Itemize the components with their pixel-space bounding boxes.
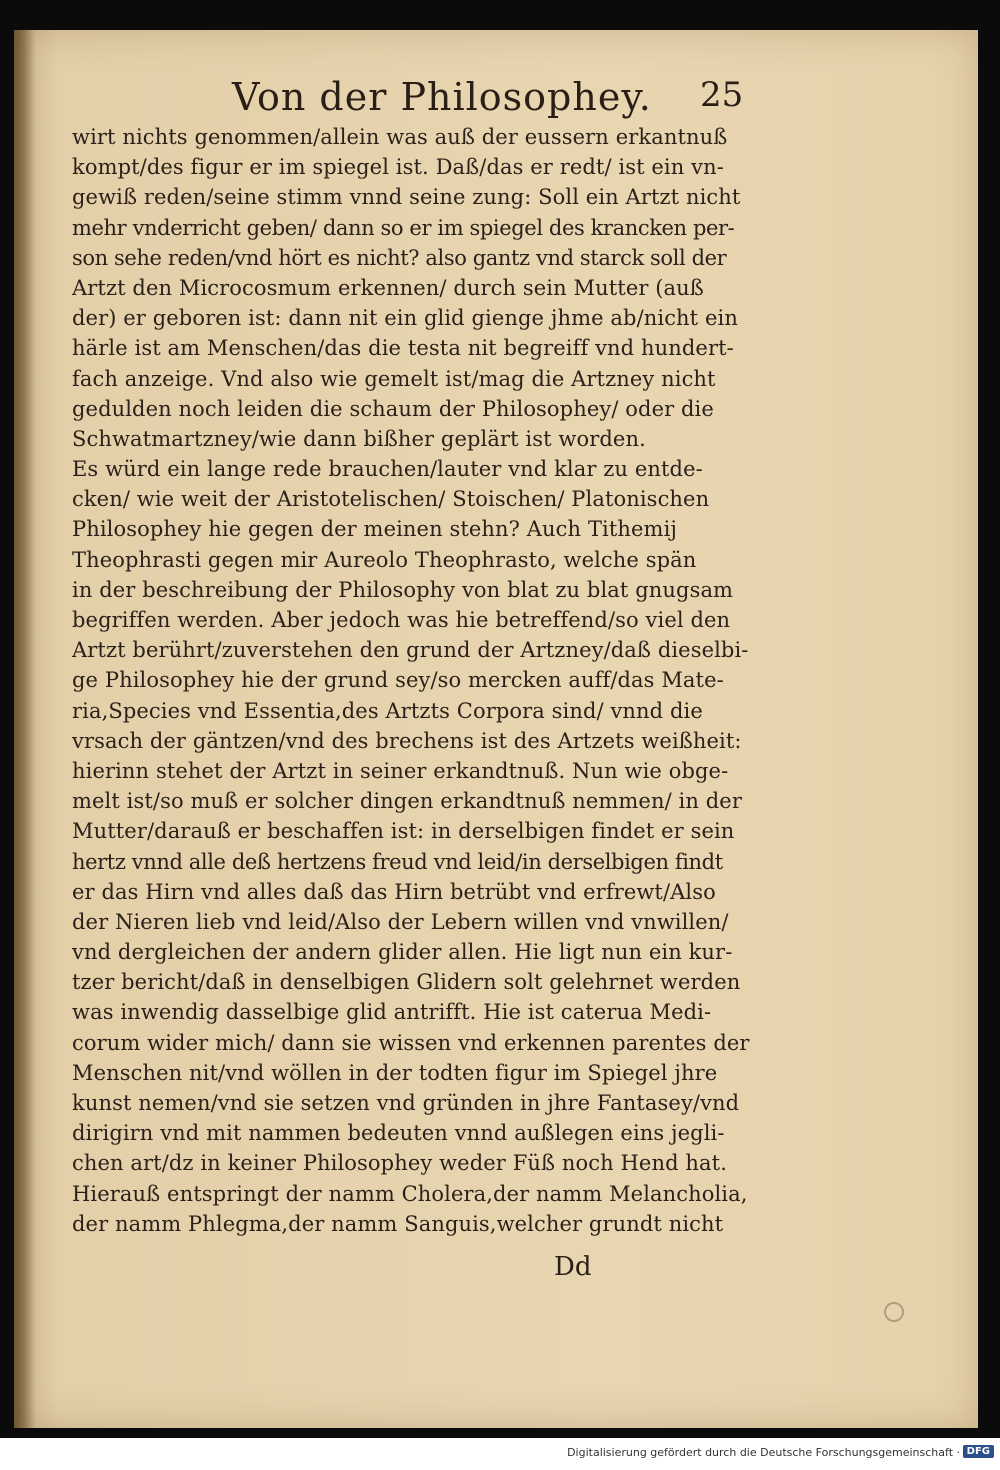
text-line: vrsach der gäntzen/vnd des brechens ist des Artzets weißheit: bbox=[72, 728, 742, 753]
text-line: mehr vnderricht geben/ dann so er im spiegel des krancken per- bbox=[72, 215, 735, 240]
text-line: corum wider mich/ dann sie wissen vnd erkennen parentes der bbox=[72, 1030, 750, 1055]
text-line: der) er geboren ist: dann nit ein glid gienge jhme ab/nicht ein bbox=[72, 306, 738, 331]
library-stamp-mark bbox=[884, 1302, 904, 1322]
text-line: Theophrasti gegen mir Aureolo Theophrasto, welche spän bbox=[72, 547, 697, 572]
running-head: Von der Philosophey. bbox=[232, 75, 652, 119]
book-page bbox=[14, 30, 978, 1428]
footer-bar bbox=[0, 1438, 1000, 1470]
text-line: begriffen werden. Aber jedoch was hie betreffend/so viel den bbox=[72, 608, 731, 632]
text-line: Es würd ein lange rede brauchen/lauter vnd klar zu entde- bbox=[72, 457, 703, 482]
dfg-logo: DFG bbox=[963, 1445, 994, 1458]
text-block bbox=[72, 122, 752, 1239]
text-line: härle ist am Menschen/das die testa nit begreiff vnd hundert- bbox=[72, 336, 734, 361]
text-line: was inwendig dasselbige glid antrifft. Hie ist caterua Medi- bbox=[72, 1000, 712, 1025]
text-line: ge Philosophey hie der grund sey/so mercken auff/das Mate- bbox=[72, 668, 724, 693]
text-line: er das Hirn vnd alles daß das Hirn betrübt vnd erfrewt/Also bbox=[72, 879, 716, 904]
text-line: gewiß reden/seine stimm vnnd seine zung: Soll ein Artzt nicht bbox=[72, 185, 741, 210]
text-line: wirt nichts genommen/allein was auß der eussern erkantnuß bbox=[72, 125, 728, 149]
text-line: hertz vnnd alle deß hertzens freud vnd leid/in derselbigen findt bbox=[72, 849, 723, 874]
text-line: hierinn stehet der Artzt in seiner erkandtnuß. Nun wie obge- bbox=[72, 758, 729, 783]
text-line: tzer bericht/daß in denselbigen Glidern solt gelehrnet werden bbox=[72, 970, 741, 995]
page-gutter-shadow bbox=[14, 30, 36, 1428]
catchword: Dd bbox=[554, 1252, 592, 1282]
funding-notice: Digitalisierung gefördert durch die Deutsche Forschungsgemeinschaft · bbox=[567, 1446, 960, 1459]
text-line: chen art/dz in keiner Philosophey weder Füß noch Hend hat. bbox=[72, 1151, 727, 1176]
text-line: cken/ wie weit der Aristotelischen/ Stoischen/ Platonischen bbox=[72, 487, 710, 512]
text-line: melt ist/so muß er solcher dingen erkandtnuß nemmen/ in der bbox=[72, 789, 742, 814]
page-number: 25 bbox=[700, 75, 744, 115]
text-line: kunst nemen/vnd sie setzen vnd gründen in jhre Fantasey/vnd bbox=[72, 1091, 740, 1115]
text-line: dirigirn vnd mit nammen bedeuten vnnd außlegen eins jegli- bbox=[72, 1121, 725, 1146]
text-line: der namm Phlegma,der namm Sanguis,welcher grundt nicht bbox=[72, 1211, 724, 1236]
text-line: fach anzeige. Vnd also wie gemelt ist/mag die Artzney nicht bbox=[72, 366, 716, 391]
text-line: son sehe reden/vnd hört es nicht? also gantz vnd starck soll der bbox=[72, 245, 727, 270]
text-line: gedulden noch leiden die schaum der Philosophey/ oder die bbox=[72, 396, 714, 421]
text-line: in der beschreibung der Philosophy von blat zu blat gnugsam bbox=[72, 577, 734, 602]
text-line: Artzt berührt/zuverstehen den grund der Artzney/daß dieselbi- bbox=[72, 638, 749, 663]
text-line: Hierauß entspringt der namm Cholera,der namm Melancholia, bbox=[72, 1181, 748, 1206]
text-line: kompt/des figur er im spiegel ist. Daß/das er redt/ ist ein vn- bbox=[72, 155, 724, 180]
text-line: ria,Species vnd Essentia,des Artzts Corpora sind/ vnnd die bbox=[72, 698, 703, 723]
text-line: Artzt den Microcosmum erkennen/ durch sein Mutter (auß bbox=[72, 275, 704, 300]
text-line: Menschen nit/vnd wöllen in der todten figur im Spiegel jhre bbox=[72, 1060, 718, 1085]
text-line: der Nieren lieb vnd leid/Also der Lebern willen vnd vnwillen/ bbox=[72, 909, 729, 934]
text-line: Mutter/darauß er beschaffen ist: in derselbigen findet er sein bbox=[72, 819, 735, 844]
text-line: Philosophey hie gegen der meinen stehn? Auch Tithemij bbox=[72, 517, 677, 542]
text-line: vnd dergleichen der andern glider allen. Hie ligt nun ein kur- bbox=[72, 940, 733, 965]
text-line: Schwatmartzney/wie dann bißher geplärt ist worden. bbox=[72, 426, 646, 451]
